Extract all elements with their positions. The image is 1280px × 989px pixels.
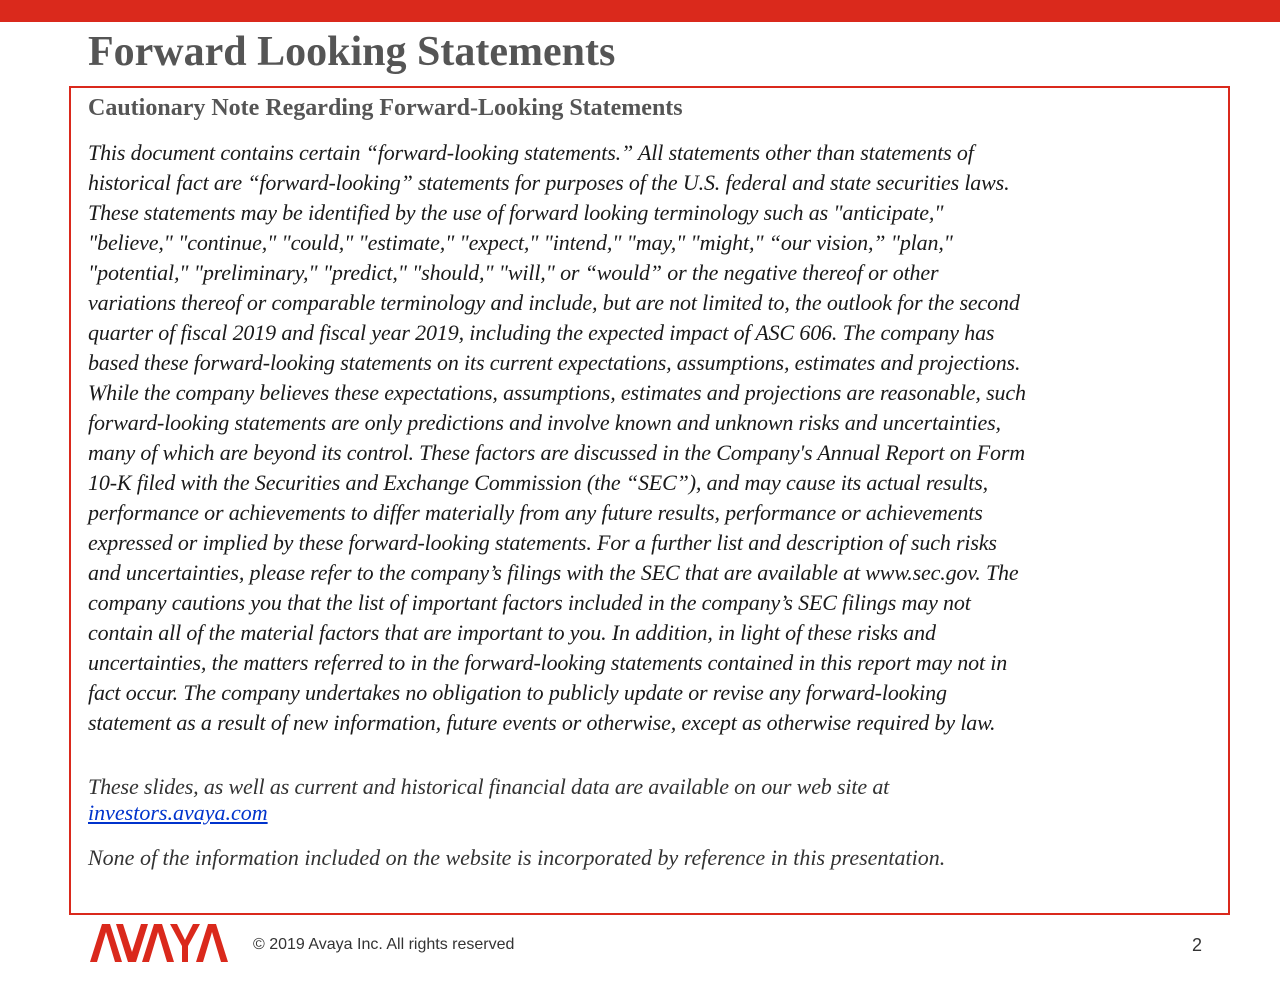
paragraph-line: performance or achievements to differ materially from any future results, performance or achievements — [88, 500, 983, 525]
paragraph-line: This document contains certain “forward-looking statements.” All statements other than statements of — [88, 140, 974, 165]
paragraph-line: variations thereof or comparable terminology and include, but are not limited to, the outlook for the second — [88, 290, 1020, 315]
paragraph-line: expressed or implied by these forward-looking statements. For a further list and description of such risks — [88, 530, 997, 555]
website-paragraph — [88, 772, 1223, 826]
paragraph-line: 10-K filed with the Securities and Exchange Commission (the “SEC”), and may cause its actual results, — [88, 470, 988, 495]
paragraph-line: "believe," "continue," "could," "estimate," "expect," "intend," "may," "might," “our vision,” "plan," — [88, 230, 953, 255]
paragraph-line: These statements may be identified by the use of forward looking terminology such as "anticipate," — [88, 200, 944, 225]
paragraph-line: fact occur. The company undertakes no obligation to publicly update or revise any forward-looking — [88, 680, 947, 705]
website-text: These slides, as well as current and historical financial data are available on our web site at — [88, 774, 890, 799]
paragraph-line: "potential," "preliminary," "predict," "should," "will," or “would” or the negative thereof or other — [88, 260, 939, 285]
avaya-logo — [90, 920, 230, 964]
section-subtitle: Cautionary Note Regarding Forward-Looking Statements — [88, 95, 683, 121]
paragraph-line: quarter of fiscal 2019 and fiscal year 2019, including the expected impact of ASC 606. The company has — [88, 320, 995, 345]
investors-link[interactable]: investors.avaya.com — [88, 800, 268, 825]
top-accent-bar — [0, 0, 1280, 22]
copyright-text: © 2019 Avaya Inc. All rights reserved — [253, 936, 515, 953]
paragraph-line: uncertainties, the matters referred to in the forward-looking statements contained in this report may not in — [88, 650, 1008, 675]
disclaimer-paragraph — [88, 138, 1223, 738]
paragraph-line: company cautions you that the list of important factors included in the company’s SEC filings may not — [88, 590, 971, 615]
paragraph-line: forward-looking statements are only predictions and involve known and unknown risks and uncertainties, — [88, 410, 1001, 435]
paragraph-line: many of which are beyond its control. These factors are discussed in the Company's Annual Report on Form — [88, 440, 1026, 465]
slide-title: Forward Looking Statements — [88, 29, 616, 75]
paragraph-line: historical fact are “forward-looking” statements for purposes of the U.S. federal and state securities laws. — [88, 170, 1010, 195]
paragraph-line: contain all of the material factors that are important to you. In addition, in light of these risks and — [88, 620, 936, 645]
page-number: 2 — [1191, 935, 1202, 955]
paragraph-line: and uncertainties, please refer to the company’s filings with the SEC that are available at www.sec.gov. The — [88, 560, 1019, 585]
paragraph-line: based these forward-looking statements on its current expectations, assumptions, estimates and projections. — [88, 350, 1021, 375]
incorporation-note: None of the information included on the website is incorporated by reference in this presentation. — [88, 845, 946, 870]
paragraph-line: statement as a result of new information, future events or otherwise, except as otherwise required by law. — [88, 710, 996, 735]
paragraph-line: While the company believes these expectations, assumptions, estimates and projections are reasonable, such — [88, 380, 1026, 405]
